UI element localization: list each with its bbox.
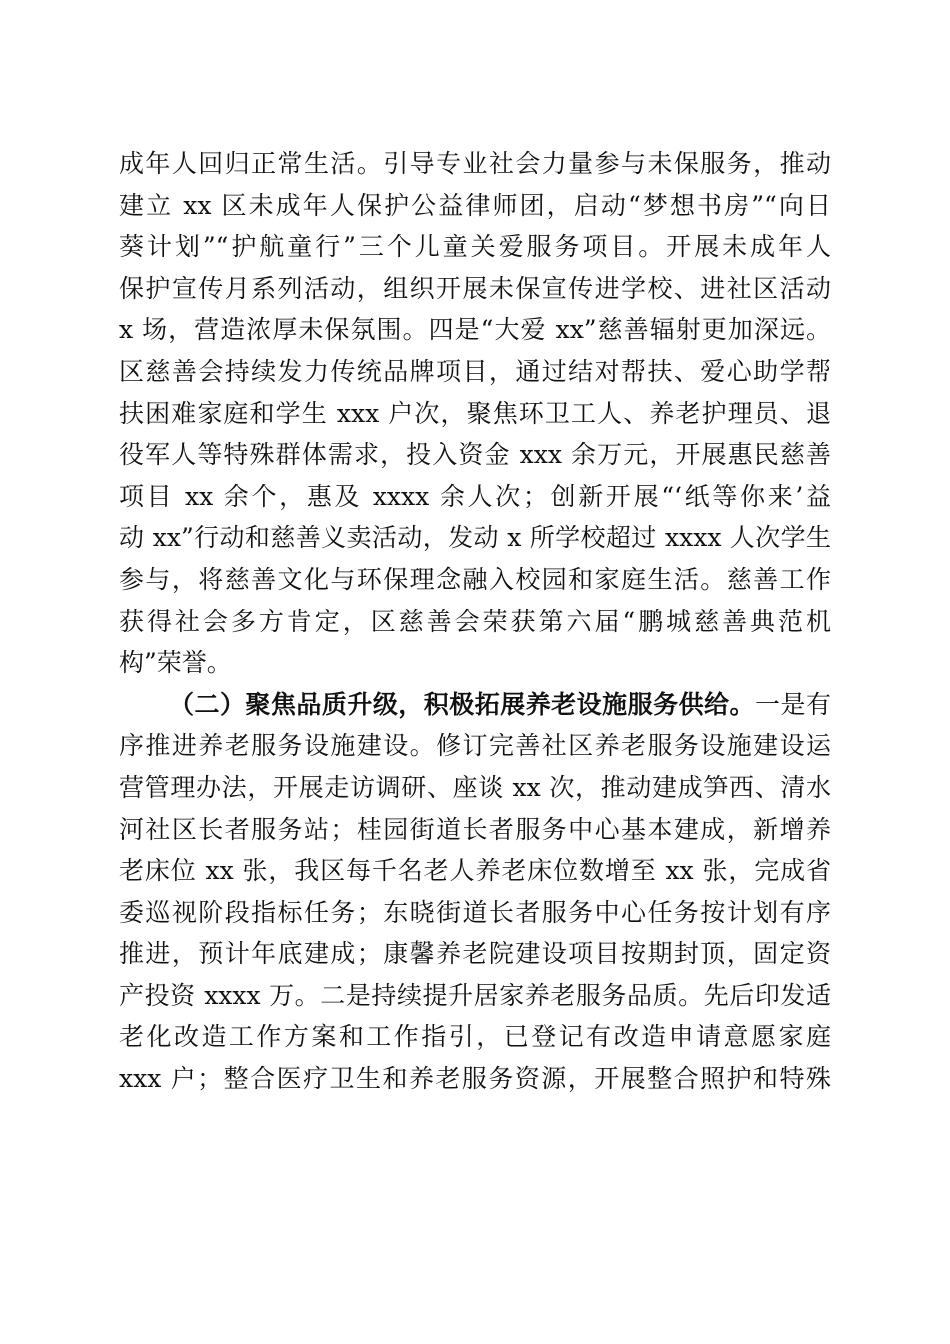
- paragraph-2-line: 老化改造工作方案和工作指引，已登记有改造申请意愿家庭: [119, 1022, 831, 1052]
- paragraph-2-line: 老床位 xx 张，我区每千名老人养老床位数增至 xx 张，完成省: [119, 856, 831, 886]
- paragraph-1-line: 役军人等特殊群体需求，投入资金 xxx 余万元，开展惠民慈善: [119, 440, 831, 470]
- paragraph-2-line: 产投资 xxxx 万。二是持续提升居家养老服务品质。先后印发适: [119, 980, 831, 1010]
- paragraph-1-line: 区慈善会持续发力传统品牌项目，通过结对帮扶、爱心助学帮: [119, 356, 831, 386]
- paragraph-2-line: 委巡视阶段指标任务；东晓街道长者服务中心任务按计划有序: [119, 897, 831, 927]
- paragraph-2-line: 河社区长者服务站；桂园街道长者服务中心基本建成，新增养: [119, 814, 831, 844]
- paragraph-1-line: x 场，营造浓厚未保氛围。四是“大爱 xx”慈善辐射更加深远。: [119, 315, 831, 345]
- paragraph-1-line: 葵计划”“护航童行”三个儿童关爱服务项目。开展未成年人: [119, 232, 831, 262]
- paragraph-1-line: 建立 xx 区未成年人保护公益律师团，启动“梦想书房”“向日: [119, 190, 831, 220]
- paragraph-2-first-line-rest: 一是有: [755, 689, 831, 719]
- paragraph-2-first-line: [119, 684, 831, 726]
- document-body: [119, 143, 831, 1100]
- paragraph-2-line: 营管理办法，开展走访调研、座谈 xx 次，推动建成笋西、清水: [119, 772, 831, 802]
- paragraph-2-line: 推进，预计年底建成；康馨养老院建设项目按期封顶，固定资: [119, 939, 831, 969]
- paragraph-1-line: 项目 xx 余个，惠及 xxxx 余人次；创新开展“‘纸等你来’益: [119, 481, 831, 511]
- paragraph-1-line: 参与，将慈善文化与环保理念融入校园和家庭生活。慈善工作: [119, 564, 831, 594]
- paragraph-1-line: 成年人回归正常生活。引导专业社会力量参与未保服务，推动: [119, 149, 831, 178]
- paragraph-1-line: 动 xx”行动和慈善义卖活动，发动 x 所学校超过 xxxx 人次学生: [119, 523, 831, 553]
- paragraph-2-line: xxx 户；整合医疗卫生和养老服务资源，开展整合照护和特殊: [119, 1064, 831, 1094]
- paragraph-1-line: 扶困难家庭和学生 xxx 户次，聚焦环卫工人、养老护理员、退: [119, 398, 831, 428]
- paragraph-1-line: 保护宣传月系列活动，组织开展未保宣传进学校、进社区活动: [119, 273, 831, 303]
- paragraph-2-line: 序推进养老服务设施建设。修订完善社区养老服务设施建设运: [119, 731, 831, 761]
- paragraph-1-line: 获得社会多方肯定，区慈善会荣获第六届“鹏城慈善典范机: [119, 606, 831, 636]
- paragraph-1-line: 构”荣誉。: [119, 648, 232, 678]
- section-heading: （二）聚焦品质升级，积极拓展养老设施服务供给。: [169, 689, 756, 719]
